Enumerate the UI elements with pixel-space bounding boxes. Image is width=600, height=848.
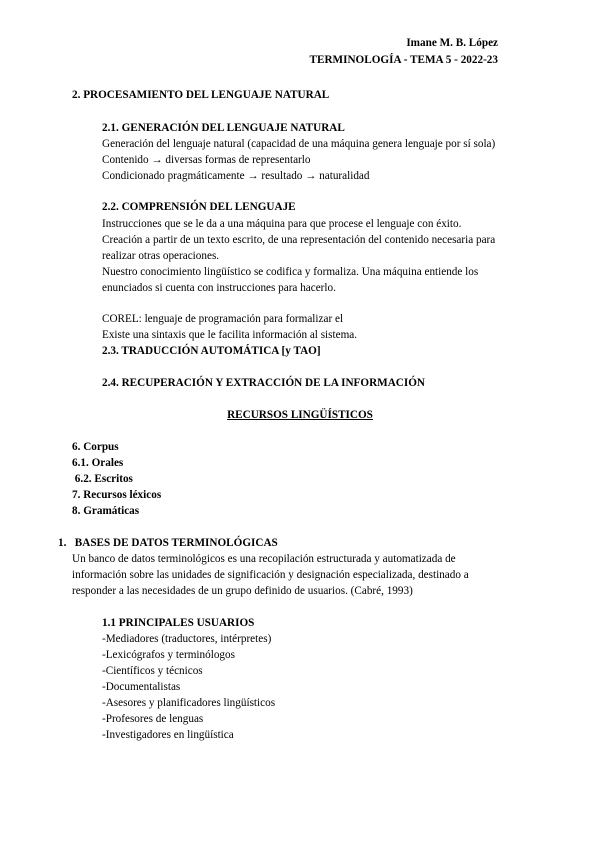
- recursos-item: 8. Gramáticas: [72, 505, 140, 517]
- recursos-item: 6. Corpus: [72, 441, 119, 453]
- usuarios-item: -Documentalistas: [102, 681, 181, 693]
- recursos-item: 6.2. Escritos: [72, 473, 133, 485]
- header-course: TERMINOLOGÍA - TEMA 5 - 2022-23: [309, 54, 498, 66]
- section-2-1-line: Condicionado pragmáticamente → resultado → naturalidad: [102, 170, 370, 182]
- section-2-2-line: Creación a partir de un texto escrito, de una representación del contenido necesaria para: [102, 234, 496, 246]
- corel-line: Existe una sintaxis que le facilita información al sistema.: [102, 329, 358, 341]
- section-2-2-line: realizar otras operaciones.: [102, 250, 220, 262]
- section-2-1-line: Contenido → diversas formas de representarlo: [102, 154, 311, 166]
- section-2-2-line: Nuestro conocimiento lingüístico se codifica y formaliza. Una máquina entiende los: [102, 266, 479, 278]
- bases-line: información sobre las unidades de significación y designación especializada, destinado a: [72, 569, 469, 581]
- section-2-2-line: Instrucciones que se le da a una máquina para que procese el lenguaje con éxito.: [102, 218, 462, 230]
- section-2-3-title: 2.3. TRADUCCIÓN AUTOMÁTICA [y TAO]: [102, 345, 321, 357]
- section-2-4-title: 2.4. RECUPERACIÓN Y EXTRACCIÓN DE LA INFORMACIÓN: [102, 377, 425, 389]
- corel-line: COREL: lenguaje de programación para formalizar el: [102, 313, 344, 325]
- section-2-1-line: Generación del lenguaje natural (capacidad de una máquina genera lenguaje por sí sola): [102, 138, 496, 150]
- usuarios-item: -Científicos y técnicos: [102, 665, 203, 677]
- section-2-1-title: 2.1. GENERACIÓN DEL LENGUAJE NATURAL: [102, 122, 345, 134]
- usuarios-item: -Investigadores en lingüística: [102, 729, 234, 741]
- bases-line: responder a las necesidades de un grupo definido de usuarios. (Cabré, 1993): [72, 585, 413, 597]
- recursos-title: RECURSOS LINGÜÍSTICOS: [227, 409, 373, 421]
- recursos-item: 7. Recursos léxicos: [72, 489, 162, 501]
- header-author: Imane M. B. López: [406, 37, 498, 49]
- usuarios-item: -Lexicógrafos y terminólogos: [102, 649, 235, 661]
- usuarios-item: -Profesores de lenguas: [102, 713, 204, 725]
- bases-title: 1. BASES DE DATOS TERMINOLÓGICAS: [58, 537, 278, 549]
- section-2-title: 2. PROCESAMIENTO DEL LENGUAJE NATURAL: [72, 89, 330, 101]
- section-2-2-title: 2.2. COMPRENSIÓN DEL LENGUAJE: [102, 201, 296, 213]
- usuarios-item: -Asesores y planificadores lingüísticos: [102, 697, 276, 709]
- usuarios-item: -Mediadores (traductores, intérpretes): [102, 633, 272, 645]
- recursos-item: 6.1. Orales: [72, 457, 124, 469]
- bases-line: Un banco de datos terminológicos es una recopilación estructurada y automatizada de: [72, 553, 456, 565]
- section-2-2-line: enunciados si cuenta con instrucciones para hacerlo.: [102, 282, 336, 294]
- usuarios-title: 1.1 PRINCIPALES USUARIOS: [102, 617, 255, 629]
